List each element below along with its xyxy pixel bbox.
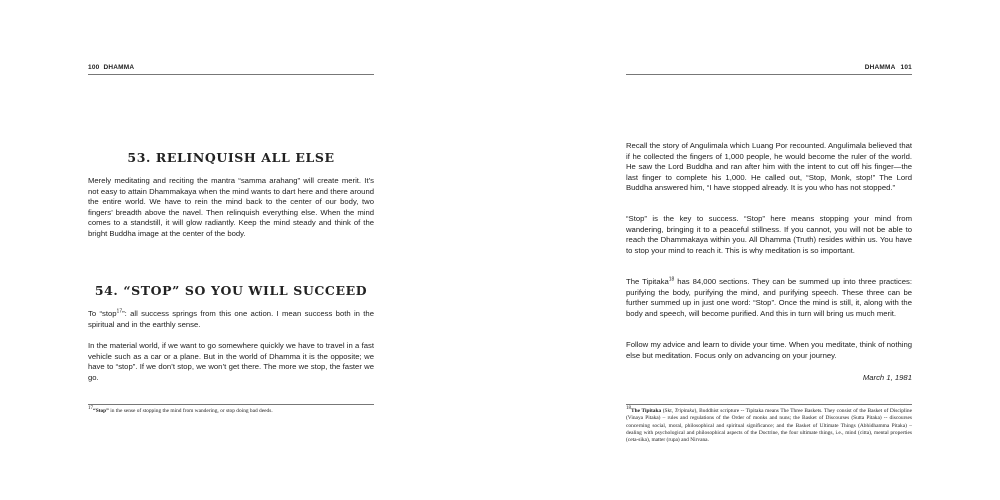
section-54-p1-after: ”: all success springs from this one action. I mean success both in the spiritual and in the earthly sense. bbox=[88, 309, 374, 329]
footnote-17-term: “Stop” bbox=[93, 408, 109, 414]
footnote-18-term: The Tipitaka bbox=[631, 408, 662, 414]
section-53-title: 53. RELINQUISH ALL ELSE bbox=[127, 150, 335, 165]
right-footnote bbox=[626, 408, 912, 444]
footnote-ref-17: 17 bbox=[116, 308, 123, 315]
section-54-paragraph-1 bbox=[88, 309, 374, 330]
footnote-ref-18: 18 bbox=[668, 276, 675, 283]
left-running-head-title: DHAMMA bbox=[103, 64, 135, 71]
right-p3-after: has 84,000 sections. They can be summed up into three practices: purifying the body, purifying the mind, and purifying speech. These three can be further summed up in just one word: “Stop”. Once the mind is still, it, along with the body and speech, will become purified. And this in turn will bring us much merit. bbox=[626, 277, 912, 318]
left-page-number: 100 bbox=[88, 64, 100, 71]
left-page bbox=[88, 0, 374, 500]
right-p3-before: The Tipitaka bbox=[626, 277, 669, 286]
section-53-paragraph: Merely meditating and reciting the mantra “samma arahang” will create merit. It’s not easy to attain Dhammakaya when the mind wants to dart here and there around the entire world. We have to rein the mind back to the center of our body, two fingers’ breadth above the navel. Then relinquish everything else. When the mind comes to a standstill, it will glow radiantly. Keep the mind steady and think of the bright Buddha image at the center of the body. bbox=[88, 176, 374, 238]
right-paragraph-1: Recall the story of Angulimala which Luang Por recounted. Angulimala believed that if he collected the fingers of 1,000 people, he would become the ruler of the world. He saw the Lord Buddha and ran after him with the intent to cut off his finger—the last finger to complete his 1,000. He called out, “Stop, Monk, stop!” The Lord Buddha answered him, “I have stopped already. It is you who has not stopped.” bbox=[626, 141, 912, 193]
right-page-number: 101 bbox=[900, 64, 912, 71]
right-paragraph-3 bbox=[626, 277, 912, 319]
left-running-head bbox=[88, 64, 374, 75]
footnote-18-text-2: ), Buddhist scripture -- Tipitaka means The Three Baskets. They consist of the Basket of Discipline (Vinaya Pitaka) – rules and regulations of the Order of monks and nuns; the Basket of Discourses (Sutta Pitaka) -- discourses concerning social, moral, philosophical and spiritual significance; and the Basket of Ultimate Things (Abhidhamma Pitaka) – dealing with psychological and philosophical aspects of the Doctrine, the four ultimate things, i.e., mind (citta), mental properties (ceta-sika), matter (rupa) and Nirvana. bbox=[626, 408, 912, 444]
right-page bbox=[626, 0, 912, 500]
left-footnote bbox=[88, 408, 374, 415]
right-footnote-rule bbox=[626, 404, 912, 405]
section-54-paragraph-2: In the material world, if we want to go somewhere quickly we have to travel in a fast vehicle such as a car or a plane. But in the world of Dhamma it is the opposite; we have to “stop”. If we don’t stop, we won’t get there. The more we stop, the faster we go. bbox=[88, 341, 374, 382]
footnote-marker-17: 17 bbox=[88, 406, 93, 412]
section-54-p1-before: To “stop bbox=[88, 309, 117, 318]
footnote-marker-18: 18 bbox=[626, 406, 631, 412]
right-running-head bbox=[626, 64, 912, 75]
footnote-18-text-1: (Skt, bbox=[661, 408, 675, 414]
date-line: March 1, 1981 bbox=[862, 373, 912, 382]
footnote-18-italic: Tripitaka bbox=[674, 408, 695, 414]
right-running-head-title: DHAMMA bbox=[864, 64, 896, 71]
right-paragraph-2: “Stop” is the key to success. “Stop” here means stopping your mind from wandering, bringing it to a peaceful stillness. If you cannot, you will not be able to reach the Dhammakaya within you. All Dhamma (Truth) resides within us. You have to stop your mind to reach it. This is why meditation is so important. bbox=[626, 214, 912, 255]
footnote-17-text: in the sense of stopping the mind from wandering, or stop doing bad deeds. bbox=[108, 408, 273, 414]
left-footnote-rule bbox=[88, 404, 374, 405]
section-54-title: 54. “STOP” SO YOU WILL SUCCEED bbox=[94, 283, 368, 298]
right-paragraph-4: Follow my advice and learn to divide your time. When you meditate, think of nothing else but meditation. Focus only on advancing on your journey. bbox=[626, 340, 912, 360]
